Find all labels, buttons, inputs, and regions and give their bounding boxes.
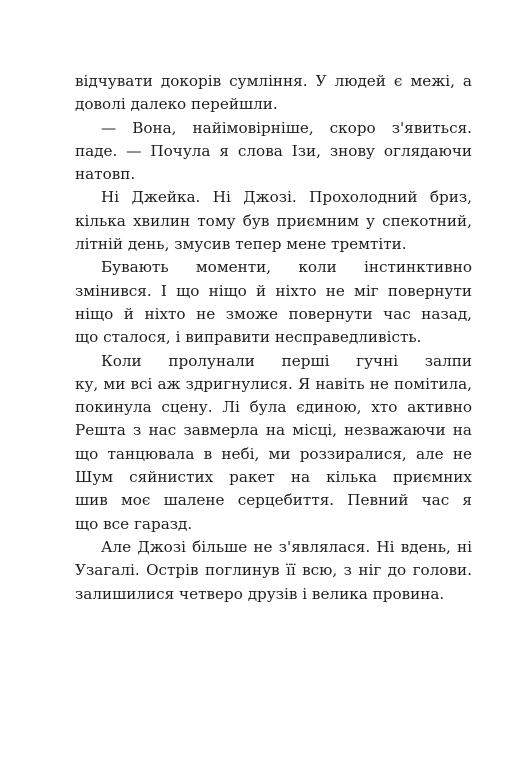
- text-line: що все гаразд.: [75, 514, 193, 533]
- text-line: Шум сяйнистих ракет на кілька приємних: [75, 468, 472, 487]
- text-line: відчувати докорів сумління. У людей є межі, а: [75, 72, 472, 90]
- text-line: натовп.: [75, 165, 136, 184]
- text-line: Ні Джейка. Ні Джозі. Прохолодний бриз,: [101, 188, 472, 207]
- text-line: Решта з нас завмерла на місці, незважаючи на: [75, 421, 472, 440]
- text-line: літній день, змусив тепер мене тремтіти.: [75, 235, 407, 254]
- text-line: що танцювала в небі, ми роззиралися, але не: [75, 444, 472, 463]
- body-text: [75, 70, 472, 606]
- text-line: Узагалі. Острів поглинув її всю, з ніг до голови.: [75, 561, 472, 580]
- text-line: шив моє шалене серцебиття. Певний час я: [75, 491, 472, 510]
- text-line: — Вона, найімовірніше, скоро з'явиться.: [101, 118, 472, 137]
- text-line: змінився. І що ніщо й ніхто не міг повернути: [75, 281, 472, 300]
- text-line: кілька хвилин тому був приємним у спекотний,: [75, 211, 472, 230]
- text-line: Бувають моменти, коли інстинктивно: [101, 258, 472, 277]
- text-line: Але Джозі більше не з'являлася. Ні вдень, ні: [101, 537, 472, 556]
- text-line: паде. — Почула я слова Ізи, знову оглядаючи: [75, 141, 472, 160]
- text-line: ніщо й ніхто не зможе повернути час назад,: [75, 304, 472, 323]
- text-line: Коли пролунали перші гучні залпи: [101, 351, 472, 370]
- text-line: доволі далеко перейшли.: [75, 95, 278, 114]
- text-line: покинула сцену. Лі була єдиною, хто активно: [75, 398, 472, 417]
- text-line: що сталося, і виправити несправедливість.: [75, 328, 422, 347]
- text-line: залишилися четверо друзів і велика провина.: [75, 584, 445, 603]
- text-line: ку, ми всі аж здригнулися. Я навіть не помітила,: [75, 374, 472, 393]
